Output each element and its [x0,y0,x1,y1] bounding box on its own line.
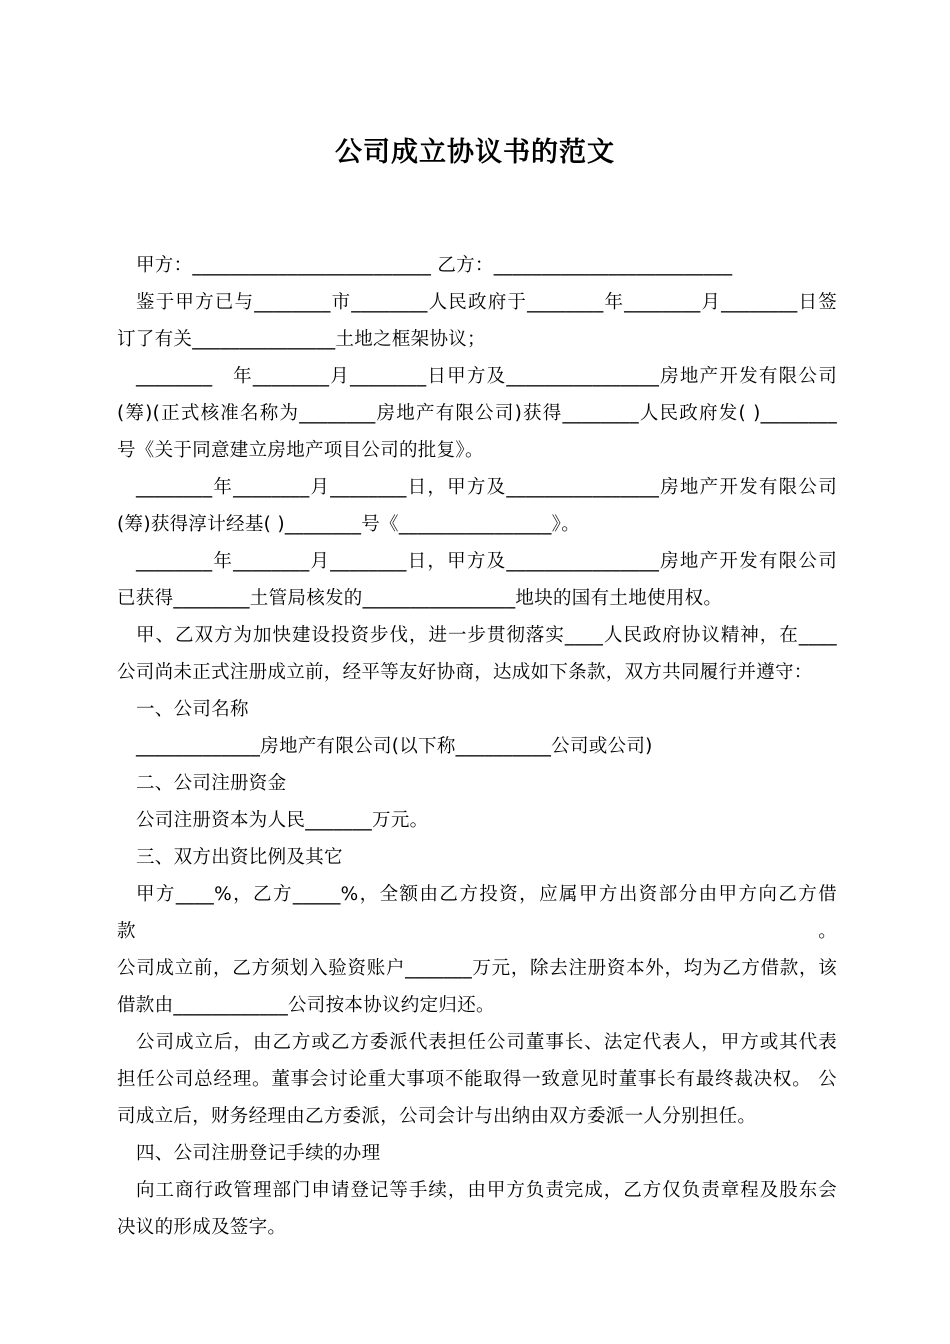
company-name-clause: _____________房地产有限公司(以下称__________公司或公司) [136,736,653,757]
recital-4-line-1: ________年________月________日，甲方及________________房地产开发有限公司 [136,551,837,572]
ratio-clause-line-1: 甲方____%，乙方_____%，全额由乙方投资，应属甲方出资部分由甲方向乙方借款。 [117,884,837,942]
preamble-line-2: 公司尚未正式注册成立前，经平等友好协商，达成如下条款，双方共同履行并遵守： [117,662,813,683]
governance-clause-line-1: 公司成立后，由乙方或乙方委派代表担任公司董事长、法定代表人，甲方或其代表 [136,1032,837,1053]
governance-clause-line-3: 司成立后，财务经理由乙方委派，公司会计与出纳由双方委派一人分别担任。 [117,1106,757,1127]
recital-4-line-2: 已获得________土管局核发的________________地块的国有土地使用权。 [117,588,723,609]
document-body [117,247,837,1246]
recital-3-line-1: ________年________月________日，甲方及________________房地产开发有限公司 [136,477,837,498]
ratio-clause-line-3: 借款由____________公司按本协议约定归还。 [117,995,495,1016]
recital-2-line-1: ________ 年________月________日甲方及________________房地产开发有限公司 [136,366,837,387]
section-heading-1: 一、公司名称 [136,699,249,720]
recital-3-line-2: (筹)获得淳计经基( )________号《________________》。 [117,514,581,535]
section-heading-4: 四、公司注册登记手续的办理 [136,1143,381,1164]
section-heading-3: 三、双方出资比例及其它 [136,847,343,868]
ratio-clause-line-2: 公司成立前，乙方须划入验资账户_______万元，除去注册资本外，均为乙方借款，该 [117,958,837,979]
governance-clause-line-2: 担任公司总经理。董事会讨论重大事项不能取得一致意见时董事长有最终裁决权。 公 [117,1069,837,1090]
recital-2-line-3: 号《关于同意建立房地产项目公司的批复》。 [117,440,484,461]
recital-1-line-1: 鉴于甲方已与________市________人民政府于________年________月________日签 [136,292,837,313]
document-title: 公司成立协议书的范文 [335,137,615,168]
recital-2-line-2: (筹)(正式核准名称为________房地产有限公司)获得________人民政府发( )________ [117,403,837,424]
parties-line: 甲方：_________________________ 乙方：_________________________ [136,255,733,276]
preamble-line-1: 甲、乙双方为加快建设投资步伐，进一步贯彻落实____人民政府协议精神，在____ [136,625,837,646]
section-heading-2: 二、公司注册资金 [136,773,287,794]
registration-clause-line-1: 向工商行政管理部门申请登记等手续，由甲方负责完成，乙方仅负责章程及股东会 [136,1180,837,1201]
registered-capital-clause: 公司注册资本为人民_______万元。 [136,810,429,831]
recital-1-line-2: 订了有关_______________土地之框架协议； [117,329,486,350]
registration-clause-line-2: 决议的形成及签字。 [117,1217,287,1238]
